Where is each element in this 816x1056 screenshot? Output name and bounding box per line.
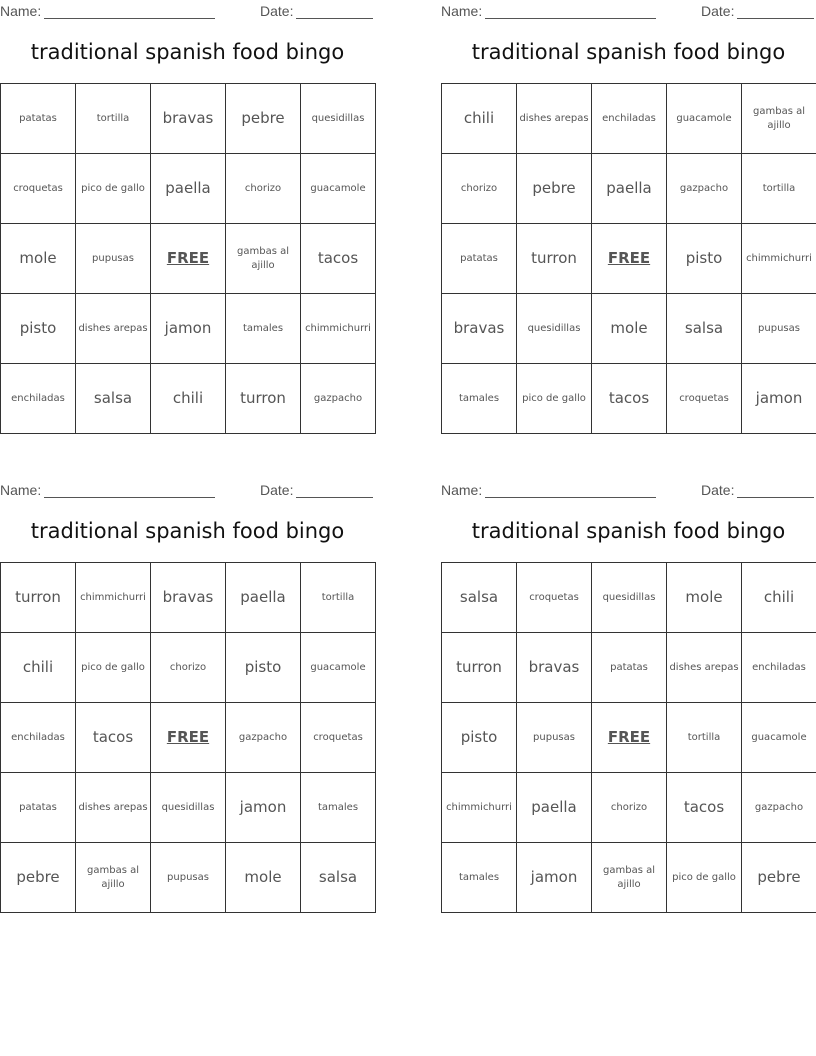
bingo-cell: pupusas bbox=[517, 703, 592, 773]
bingo-cell: tortilla bbox=[76, 84, 151, 154]
date-line bbox=[737, 5, 814, 19]
bingo-cell: guacamole bbox=[742, 703, 816, 773]
bingo-cell: tortilla bbox=[301, 563, 376, 633]
bingo-cell: salsa bbox=[301, 843, 376, 913]
bingo-cell: quesidillas bbox=[592, 563, 667, 633]
bingo-cell: mole bbox=[226, 843, 301, 913]
date-label: Date: bbox=[701, 482, 735, 498]
bingo-grid bbox=[441, 83, 816, 434]
bingo-cell: guacamole bbox=[301, 154, 376, 224]
bingo-cell: tortilla bbox=[667, 703, 742, 773]
bingo-row bbox=[1, 563, 376, 633]
bingo-cell: tamales bbox=[226, 294, 301, 364]
free-space: FREE bbox=[151, 224, 226, 294]
bingo-row bbox=[442, 773, 816, 843]
date-line bbox=[737, 484, 814, 498]
bingo-cell: pico de gallo bbox=[517, 364, 592, 434]
bingo-cell: tortilla bbox=[742, 154, 816, 224]
bingo-cell: tacos bbox=[667, 773, 742, 843]
bingo-cell: mole bbox=[592, 294, 667, 364]
bingo-cell: paella bbox=[592, 154, 667, 224]
bingo-cell: patatas bbox=[592, 633, 667, 703]
name-label: Name: bbox=[441, 3, 483, 19]
free-space: FREE bbox=[592, 224, 667, 294]
bingo-row bbox=[442, 154, 816, 224]
bingo-cell: chili bbox=[742, 563, 816, 633]
bingo-row bbox=[1, 703, 376, 773]
bingo-cell: dishes arepas bbox=[517, 84, 592, 154]
bingo-cell: patatas bbox=[442, 224, 517, 294]
bingo-cell: pisto bbox=[667, 224, 742, 294]
bingo-cell: jamon bbox=[226, 773, 301, 843]
bingo-cell: quesidillas bbox=[517, 294, 592, 364]
bingo-cell: gambas al ajillo bbox=[76, 843, 151, 913]
bingo-cell: bravas bbox=[442, 294, 517, 364]
bingo-cell: paella bbox=[517, 773, 592, 843]
bingo-row bbox=[442, 294, 816, 364]
bingo-cell: quesidillas bbox=[151, 773, 226, 843]
bingo-cell: tamales bbox=[442, 364, 517, 434]
card-header bbox=[441, 0, 816, 22]
bingo-cell: pisto bbox=[226, 633, 301, 703]
bingo-grid bbox=[0, 83, 376, 434]
bingo-cell: turron bbox=[442, 633, 517, 703]
bingo-cell: chorizo bbox=[592, 773, 667, 843]
date-line bbox=[296, 5, 373, 19]
bingo-cell: pico de gallo bbox=[76, 633, 151, 703]
card-header bbox=[441, 479, 816, 501]
date-label: Date: bbox=[260, 482, 294, 498]
bingo-cell: bravas bbox=[517, 633, 592, 703]
bingo-cell: gambas al ajillo bbox=[592, 843, 667, 913]
bingo-card-3 bbox=[0, 479, 375, 919]
bingo-card-2 bbox=[441, 0, 816, 440]
card-title: traditional spanish food bingo bbox=[471, 40, 786, 64]
date-label: Date: bbox=[701, 3, 735, 19]
bingo-cell: bravas bbox=[151, 84, 226, 154]
bingo-card-1 bbox=[0, 0, 375, 440]
bingo-cell: turron bbox=[226, 364, 301, 434]
bingo-row bbox=[442, 843, 816, 913]
bingo-cell: chorizo bbox=[226, 154, 301, 224]
free-space: FREE bbox=[592, 703, 667, 773]
bingo-row bbox=[442, 364, 816, 434]
bingo-cell: chorizo bbox=[442, 154, 517, 224]
bingo-cell: dishes arepas bbox=[76, 773, 151, 843]
bingo-cell: enchiladas bbox=[1, 364, 76, 434]
name-field bbox=[441, 3, 656, 19]
bingo-cell: pebre bbox=[1, 843, 76, 913]
date-line bbox=[296, 484, 373, 498]
bingo-cell: croquetas bbox=[1, 154, 76, 224]
bingo-cell: paella bbox=[151, 154, 226, 224]
bingo-cell: tamales bbox=[301, 773, 376, 843]
bingo-cell: enchiladas bbox=[1, 703, 76, 773]
date-field bbox=[260, 3, 373, 19]
bingo-cell: patatas bbox=[1, 773, 76, 843]
name-field bbox=[0, 3, 215, 19]
bingo-row bbox=[1, 154, 376, 224]
bingo-cell: dishes arepas bbox=[76, 294, 151, 364]
bingo-cell: jamon bbox=[742, 364, 816, 434]
name-label: Name: bbox=[441, 482, 483, 498]
bingo-cell: pebre bbox=[226, 84, 301, 154]
bingo-cell: mole bbox=[1, 224, 76, 294]
bingo-card-4 bbox=[441, 479, 816, 919]
bingo-cell: enchiladas bbox=[742, 633, 816, 703]
bingo-row bbox=[442, 633, 816, 703]
bingo-cell: gazpacho bbox=[226, 703, 301, 773]
name-label: Name: bbox=[0, 3, 42, 19]
date-field bbox=[701, 482, 814, 498]
bingo-cell: salsa bbox=[442, 563, 517, 633]
bingo-cell: tacos bbox=[592, 364, 667, 434]
card-header bbox=[0, 479, 375, 501]
bingo-cell: turron bbox=[1, 563, 76, 633]
bingo-row bbox=[1, 224, 376, 294]
bingo-cell: salsa bbox=[76, 364, 151, 434]
free-space: FREE bbox=[151, 703, 226, 773]
bingo-cell: tacos bbox=[301, 224, 376, 294]
bingo-cell: pupusas bbox=[76, 224, 151, 294]
bingo-cell: gambas al ajillo bbox=[226, 224, 301, 294]
bingo-cell: chimmichurri bbox=[76, 563, 151, 633]
card-title: traditional spanish food bingo bbox=[30, 40, 345, 64]
bingo-cell: gazpacho bbox=[667, 154, 742, 224]
bingo-cell: chili bbox=[151, 364, 226, 434]
bingo-cell: pico de gallo bbox=[76, 154, 151, 224]
bingo-row bbox=[442, 563, 816, 633]
bingo-cell: mole bbox=[667, 563, 742, 633]
bingo-row bbox=[1, 84, 376, 154]
bingo-row bbox=[442, 224, 816, 294]
bingo-cell: pupusas bbox=[742, 294, 816, 364]
bingo-cell: chimmichurri bbox=[742, 224, 816, 294]
bingo-row bbox=[1, 633, 376, 703]
bingo-cell: pebre bbox=[742, 843, 816, 913]
name-field bbox=[441, 482, 656, 498]
bingo-cell: chimmichurri bbox=[442, 773, 517, 843]
bingo-row bbox=[1, 773, 376, 843]
bingo-cell: croquetas bbox=[517, 563, 592, 633]
bingo-cell: croquetas bbox=[301, 703, 376, 773]
bingo-cell: pico de gallo bbox=[667, 843, 742, 913]
bingo-cell: bravas bbox=[151, 563, 226, 633]
bingo-cell: pisto bbox=[1, 294, 76, 364]
bingo-cell: chorizo bbox=[151, 633, 226, 703]
bingo-row bbox=[442, 84, 816, 154]
name-line bbox=[44, 5, 215, 19]
bingo-grid bbox=[0, 562, 376, 913]
bingo-cell: tamales bbox=[442, 843, 517, 913]
bingo-cell: salsa bbox=[667, 294, 742, 364]
bingo-cell: chimmichurri bbox=[301, 294, 376, 364]
bingo-row bbox=[1, 843, 376, 913]
bingo-cell: gambas al ajillo bbox=[742, 84, 816, 154]
card-header bbox=[0, 0, 375, 22]
bingo-row bbox=[442, 703, 816, 773]
bingo-cell: patatas bbox=[1, 84, 76, 154]
bingo-cell: quesidillas bbox=[301, 84, 376, 154]
bingo-cell: pebre bbox=[517, 154, 592, 224]
bingo-cell: guacamole bbox=[301, 633, 376, 703]
bingo-cell: pisto bbox=[442, 703, 517, 773]
bingo-cell: enchiladas bbox=[592, 84, 667, 154]
name-line bbox=[44, 484, 215, 498]
name-line bbox=[485, 484, 656, 498]
bingo-cell: gazpacho bbox=[301, 364, 376, 434]
bingo-grid bbox=[441, 562, 816, 913]
date-label: Date: bbox=[260, 3, 294, 19]
bingo-cell: croquetas bbox=[667, 364, 742, 434]
bingo-cell: jamon bbox=[151, 294, 226, 364]
bingo-cell: tacos bbox=[76, 703, 151, 773]
bingo-row bbox=[1, 364, 376, 434]
bingo-cell: paella bbox=[226, 563, 301, 633]
name-line bbox=[485, 5, 656, 19]
bingo-row bbox=[1, 294, 376, 364]
bingo-cell: chili bbox=[442, 84, 517, 154]
bingo-cell: pupusas bbox=[151, 843, 226, 913]
date-field bbox=[260, 482, 373, 498]
bingo-cell: guacamole bbox=[667, 84, 742, 154]
bingo-cell: gazpacho bbox=[742, 773, 816, 843]
bingo-cell: turron bbox=[517, 224, 592, 294]
bingo-cell: chili bbox=[1, 633, 76, 703]
bingo-cell: dishes arepas bbox=[667, 633, 742, 703]
date-field bbox=[701, 3, 814, 19]
card-title: traditional spanish food bingo bbox=[30, 519, 345, 543]
card-title: traditional spanish food bingo bbox=[471, 519, 786, 543]
name-field bbox=[0, 482, 215, 498]
name-label: Name: bbox=[0, 482, 42, 498]
bingo-cell: jamon bbox=[517, 843, 592, 913]
